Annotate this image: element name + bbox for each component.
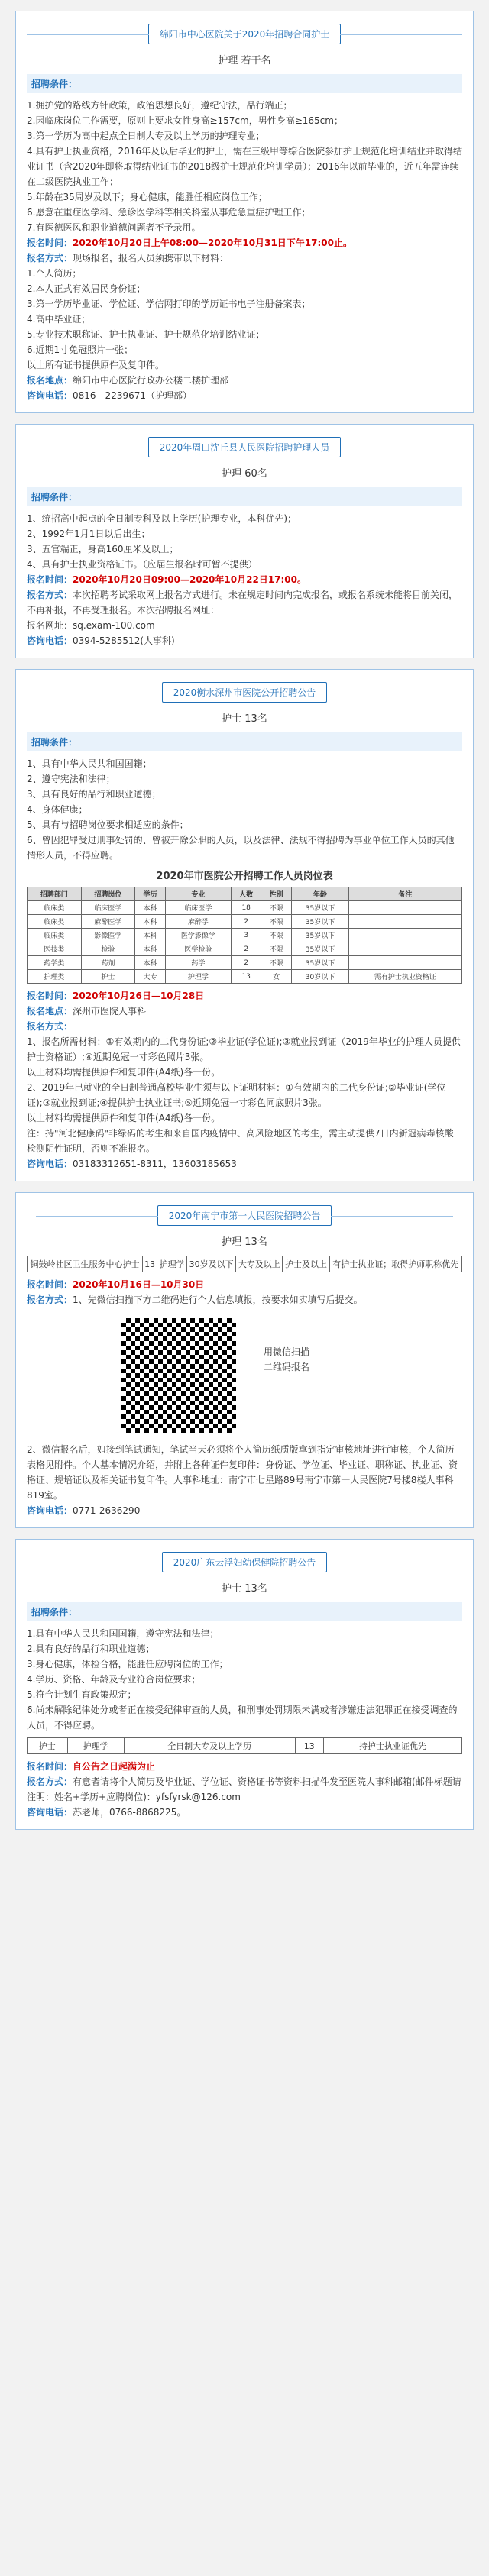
table-cell bbox=[348, 915, 461, 929]
address-value: 深州市医院人事科 bbox=[73, 1006, 147, 1017]
positions-table bbox=[27, 887, 462, 984]
req-item: 6、曾因犯罪受过刑事处罚的、曾被开除公职的人员，以及法律、法规不得招聘为事业单位工作人员的其他情形人员，不得应聘。 bbox=[27, 835, 455, 861]
table-row bbox=[28, 915, 462, 929]
table-cell bbox=[348, 956, 461, 970]
table-cell: 检验 bbox=[81, 942, 135, 956]
website-link[interactable]: sq.exam-100.com bbox=[73, 620, 155, 631]
req-item: 7.有医德医风和职业道德问题者不予录用。 bbox=[27, 222, 201, 233]
section-subtitle: 护士 13名 bbox=[222, 713, 267, 725]
table-header: 招聘岗位 bbox=[81, 887, 135, 901]
table-cell: 35岁以下 bbox=[292, 915, 349, 929]
table-cell: 需有护士执业资格证 bbox=[348, 970, 461, 984]
phone-label: 咨询电话： bbox=[27, 1505, 73, 1516]
material-item: 1、报名所需材料：①有效期内的二代身份证;②毕业证(学位证);③就业报到证（2019年毕业的护理人员提供护士资格证）;④近期免冠一寸彩色照片3张。 bbox=[27, 1036, 461, 1062]
table-cell: 本科 bbox=[135, 901, 166, 915]
table-cell bbox=[348, 929, 461, 942]
table-cell: 18 bbox=[231, 901, 261, 915]
table-cell: 35岁以下 bbox=[292, 929, 349, 942]
material-item: 以上材料均需提供原件和复印件(A4纸)各一份。 bbox=[27, 1113, 221, 1123]
table-cell: 30岁以下 bbox=[292, 970, 349, 984]
table-row bbox=[28, 929, 462, 942]
table-row bbox=[28, 901, 462, 915]
method-step-2: 2、微信报名后，如接到笔试通知，笔试当天必须将个人简历纸质版拿到指定审核地址进行审核，个人简历表格见附件。个人基本情况介绍，并附上各种证件复印件：身份证、学位证、毕业证、职称证、执业证、资格证、规培证以及相关证书复印件。人事科地址：南宁市七星路89号南宁市第一人民医院7号楼8楼人事科819室。 bbox=[27, 1444, 458, 1501]
qr-code-icon[interactable] bbox=[118, 1315, 239, 1436]
table-cell: 临床类 bbox=[28, 901, 82, 915]
req-item: 3.第一学历为高中起点全日制大专及以上学历的护理专业； bbox=[27, 131, 265, 141]
table-row bbox=[28, 942, 462, 956]
req-item: 1、具有中华人民共和国国籍； bbox=[27, 758, 152, 769]
table-cell: 临床类 bbox=[28, 929, 82, 942]
job-table bbox=[27, 1737, 462, 1754]
method-step-1: 1、先微信扫描下方二维码进行个人信息填报，按要求如实填写后提交。 bbox=[73, 1294, 363, 1305]
req-item: 2.具有良好的品行和职业道德； bbox=[27, 1644, 155, 1654]
material-item: 5.专业技术职称证、护士执业证、护士规范化培训结业证； bbox=[27, 329, 265, 340]
time-value: 2020年10月16日—10月30日 bbox=[73, 1279, 205, 1290]
table-cell: 药学 bbox=[165, 956, 231, 970]
table-cell: 13 bbox=[142, 1256, 157, 1272]
req-item: 4、具有护士执业资格证书。（应届生报名时可暂不提供） bbox=[27, 559, 257, 570]
table-header: 人数 bbox=[231, 887, 261, 901]
address-value: 绵阳市中心医院行政办公楼二楼护理部 bbox=[73, 375, 229, 386]
table-cell: 护士及以上 bbox=[283, 1256, 329, 1272]
qr-caption-line: 用微信扫描 bbox=[264, 1346, 310, 1357]
table-cell: 35岁以下 bbox=[292, 956, 349, 970]
qr-caption bbox=[264, 1344, 462, 1436]
req-item: 3、五官端正，身高160厘米及以上； bbox=[27, 544, 179, 554]
time-value: 2020年10月20日上午08:00—2020年10月31日下午17:00止。 bbox=[73, 238, 353, 248]
table-cell: 护士 bbox=[81, 970, 135, 984]
req-item: 3、具有良好的品行和职业道德； bbox=[27, 789, 161, 800]
phone-value: 0816—2239671（护理部） bbox=[73, 390, 192, 401]
table-header: 招聘部门 bbox=[28, 887, 82, 901]
table-cell: 护士 bbox=[28, 1738, 68, 1754]
table-cell: 全日制大专及以上学历 bbox=[124, 1738, 295, 1754]
table-header: 备注 bbox=[348, 887, 461, 901]
section-subtitle: 护理 60名 bbox=[222, 468, 267, 480]
table-cell: 临床医学 bbox=[81, 901, 135, 915]
time-label: 报名时间： bbox=[27, 1279, 73, 1290]
table-row bbox=[28, 1256, 462, 1272]
table-cell: 持护士执业证优先 bbox=[323, 1738, 461, 1754]
table-cell: 13 bbox=[295, 1738, 323, 1754]
section-title: 2020年南宁市第一人民医院招聘公告 bbox=[157, 1205, 332, 1226]
website-label: 报名网址： bbox=[27, 620, 73, 631]
table-cell: 35岁以下 bbox=[292, 901, 349, 915]
method-label: 报名方式： bbox=[27, 1294, 73, 1305]
table-cell: 不限 bbox=[261, 929, 292, 942]
address-label: 报名地点： bbox=[27, 1006, 73, 1017]
req-item: 2、1992年1月1日以后出生； bbox=[27, 528, 151, 539]
table-cell: 医学影像学 bbox=[165, 929, 231, 942]
requirements-heading: 招聘条件： bbox=[27, 732, 462, 751]
phone-label: 咨询电话： bbox=[27, 1807, 73, 1818]
table-cell: 影像医学 bbox=[81, 929, 135, 942]
section-title: 2020衡水深州市医院公开招聘公告 bbox=[162, 682, 328, 703]
table-cell: 大专 bbox=[135, 970, 166, 984]
table-cell: 2 bbox=[231, 942, 261, 956]
time-label: 报名时间： bbox=[27, 238, 73, 248]
method-label: 报名方式： bbox=[27, 1021, 73, 1032]
table-cell: 不限 bbox=[261, 901, 292, 915]
section-3 bbox=[15, 669, 474, 1181]
req-item: 1.具有中华人民共和国国籍，遵守宪法和法律； bbox=[27, 1628, 219, 1639]
table-cell: 铜鼓岭社区卫生服务中心护士 bbox=[28, 1256, 143, 1272]
table-row bbox=[28, 956, 462, 970]
req-item: 6.尚未解除纪律处分或者正在接受纪律审查的人员，和刑事处罚期限未满或者涉嫌违法犯罪正在接受调查的人员，不得应聘。 bbox=[27, 1705, 458, 1731]
section-2 bbox=[15, 424, 474, 658]
material-item: 4.高中毕业证； bbox=[27, 314, 91, 325]
req-item: 5.符合计划生育政策规定； bbox=[27, 1689, 137, 1700]
material-item: 6.近期1寸免冠照片一张； bbox=[27, 344, 134, 355]
table-cell bbox=[348, 901, 461, 915]
table-cell: 临床类 bbox=[28, 915, 82, 929]
table-header: 专业 bbox=[165, 887, 231, 901]
section-1 bbox=[15, 11, 474, 413]
material-item: 以上材料均需提供原件和复印件(A4纸)各一份。 bbox=[27, 1067, 221, 1078]
qr-caption-line: 二维码报名 bbox=[264, 1362, 310, 1372]
material-item: 以上所有证书提供原件及复印件。 bbox=[27, 360, 165, 370]
section-subtitle: 护理 若干名 bbox=[218, 55, 271, 66]
table-title: 2020年市医院公开招聘工作人员岗位表 bbox=[156, 871, 333, 882]
requirements-heading: 招聘条件： bbox=[27, 74, 462, 93]
table-cell: 药学类 bbox=[28, 956, 82, 970]
table-cell: 护理类 bbox=[28, 970, 82, 984]
method-value: 有意者请将个人简历及毕业证、学位证、资格证书等资料扫描件发至医院人事科邮箱(邮件标题请注明：姓名+学历+应聘岗位)：yfsfyrsk@126.com bbox=[27, 1776, 461, 1802]
table-cell: 不限 bbox=[261, 956, 292, 970]
requirements-heading: 招聘条件： bbox=[27, 1602, 462, 1621]
req-item: 4.具有护士执业资格，2016年及以后毕业的护士，需在三级甲等综合医院参加护士规范化培训结业并取得结业证书（含2020年即将取得结业证书的2018级护士规范化培训学员）；2016年以前毕业的，近五年需连续在二级医院执业工作； bbox=[27, 146, 462, 187]
table-cell: 35岁以下 bbox=[292, 942, 349, 956]
time-value: 2020年10月20日09:00—2020年10月22日17:00。 bbox=[73, 574, 307, 585]
req-item: 1.拥护党的路线方针政策，政治思想良好，遵纪守法，品行端正； bbox=[27, 100, 293, 111]
table-cell: 大专及以上 bbox=[236, 1256, 283, 1272]
material-item: 2、2019年已就业的全日制普通高校毕业生须与以下证明材料：①有效期内的二代身份证;②毕业证(学位证);③就业报到证;④提供护士执业证书;⑤近期免冠一寸彩色同底照片3张。 bbox=[27, 1082, 446, 1108]
phone-value: 03183312651-8311，13603185653 bbox=[73, 1159, 237, 1169]
phone-label: 咨询电话： bbox=[27, 635, 73, 646]
method-label: 报名方式： bbox=[27, 590, 73, 600]
table-cell: 麻醉学 bbox=[165, 915, 231, 929]
table-cell: 3 bbox=[231, 929, 261, 942]
time-label: 报名时间： bbox=[27, 574, 73, 585]
table-cell: 护理学 bbox=[67, 1738, 124, 1754]
phone-value: 苏老师，0766-8868225。 bbox=[73, 1807, 186, 1818]
method-label: 报名方式： bbox=[27, 253, 73, 263]
time-value: 自公告之日起满为止 bbox=[73, 1761, 156, 1772]
phone-label: 咨询电话： bbox=[27, 1159, 73, 1169]
table-cell: 麻醉医学 bbox=[81, 915, 135, 929]
method-value: 本次招聘考试采取网上报名方式进行。未在规定时间内完成报名，或报名系统未能将目前关闭，不再补报，不再受理报名。本次招聘报名网址： bbox=[27, 590, 458, 616]
material-item: 1.个人简历； bbox=[27, 268, 82, 279]
req-item: 3.身心健康，体检合格，能胜任应聘岗位的工作； bbox=[27, 1659, 228, 1669]
table-cell bbox=[348, 942, 461, 956]
material-item: 2.本人正式有效居民身份证； bbox=[27, 283, 146, 294]
table-cell: 临床医学 bbox=[165, 901, 231, 915]
section-title: 绵阳市中心医院关于2020年招聘合同护士 bbox=[148, 24, 342, 44]
time-label: 报名时间： bbox=[27, 1761, 73, 1772]
section-5 bbox=[15, 1539, 474, 1830]
table-cell: 不限 bbox=[261, 915, 292, 929]
table-cell: 护理学 bbox=[165, 970, 231, 984]
table-row bbox=[28, 1738, 462, 1754]
job-table bbox=[27, 1256, 462, 1272]
table-cell: 本科 bbox=[135, 956, 166, 970]
table-header: 年龄 bbox=[292, 887, 349, 901]
table-cell: 护理学 bbox=[157, 1256, 187, 1272]
req-item: 1、统招高中起点的全日制专科及以上学历(护理专业，本科优先)； bbox=[27, 513, 297, 524]
table-cell: 不限 bbox=[261, 942, 292, 956]
time-label: 报名时间： bbox=[27, 991, 73, 1001]
table-cell: 女 bbox=[261, 970, 292, 984]
req-item: 5.年龄在35周岁及以下；身心健康，能胜任相应岗位工作； bbox=[27, 192, 267, 202]
table-cell: 2 bbox=[231, 956, 261, 970]
requirements-heading: 招聘条件： bbox=[27, 487, 462, 506]
material-item: 3.第一学历毕业证、学位证、学信网打印的学历证书电子注册备案表； bbox=[27, 299, 311, 309]
table-cell: 医技类 bbox=[28, 942, 82, 956]
table-cell: 13 bbox=[231, 970, 261, 984]
req-item: 2.因临床岗位工作需要，原则上要求女性身高≥157cm，男性身高≥165cm； bbox=[27, 115, 343, 126]
section-subtitle: 护士 13名 bbox=[222, 1583, 267, 1595]
table-cell: 本科 bbox=[135, 942, 166, 956]
method-label: 报名方式： bbox=[27, 1776, 73, 1787]
section-subtitle: 护理 13名 bbox=[222, 1236, 267, 1248]
phone-value: 0394-5285512(人事科) bbox=[73, 635, 175, 646]
phone-label: 咨询电话： bbox=[27, 390, 73, 401]
req-item: 5、具有与招聘岗位要求相适应的条件； bbox=[27, 819, 189, 830]
phone-value: 0771-2636290 bbox=[73, 1505, 141, 1516]
table-cell: 有护士执业证；取得护师职称优先 bbox=[329, 1256, 461, 1272]
address-label: 报名地点： bbox=[27, 375, 73, 386]
table-cell: 30岁及以下 bbox=[187, 1256, 236, 1272]
table-cell: 本科 bbox=[135, 929, 166, 942]
table-row bbox=[28, 970, 462, 984]
material-item: 注：持"河北健康码"非绿码的考生和来自国内疫情中、高风险地区的考生，需主动提供7日内新冠病毒核酸检测阴性证明，否则不准报名。 bbox=[27, 1128, 454, 1154]
section-title: 2020广东云浮妇幼保健院招聘公告 bbox=[162, 1552, 328, 1572]
table-header: 性别 bbox=[261, 887, 292, 901]
table-cell: 本科 bbox=[135, 915, 166, 929]
method-value: 现场报名，报名人员须携带以下材料： bbox=[73, 253, 229, 263]
table-cell: 药剂 bbox=[81, 956, 135, 970]
table-header: 学历 bbox=[135, 887, 166, 901]
section-title: 2020年周口沈丘县人民医院招聘护理人员 bbox=[148, 437, 342, 457]
table-cell: 2 bbox=[231, 915, 261, 929]
section-4 bbox=[15, 1192, 474, 1528]
req-item: 4.学历、资格、年龄及专业符合岗位要求； bbox=[27, 1674, 201, 1685]
req-item: 2、遵守宪法和法律； bbox=[27, 774, 115, 784]
req-item: 6.愿意在重症医学科、急诊医学科等相关科室从事危急重症护理工作； bbox=[27, 207, 311, 218]
time-value: 2020年10月26日—10月28日 bbox=[73, 991, 205, 1001]
req-item: 4、身体健康； bbox=[27, 804, 88, 815]
page bbox=[15, 11, 474, 1830]
table-cell: 医学检验 bbox=[165, 942, 231, 956]
